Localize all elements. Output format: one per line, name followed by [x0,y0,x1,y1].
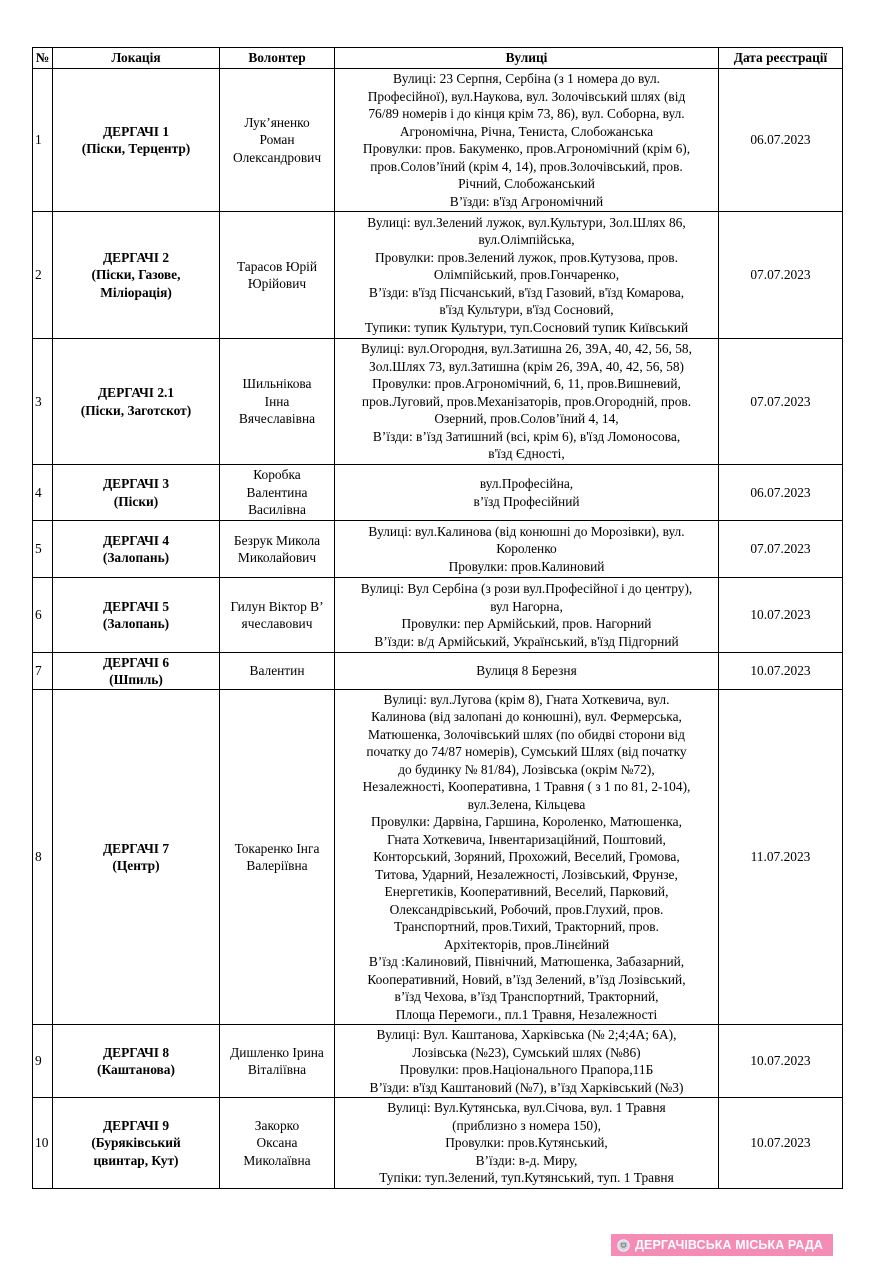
location-line: (Піски) [113,493,159,509]
location-line: (Каштанова) [97,1062,175,1077]
location-cell [53,465,220,521]
city-council-logo [611,1234,833,1256]
table-row [33,1025,843,1098]
volunteer-line: Лук’яненко [244,114,310,130]
streets-line: (приблизно з номера 150), [452,1117,601,1133]
volunteer-cell [220,212,335,339]
streets-line: Зол.Шлях 73, вул.Затишна (крім 26, 39А, 40, 42, 56, 58) [369,358,684,374]
volunteer-cell [220,1025,335,1098]
streets-line: Тупіки: туп.Зелений, туп.Кутянський, туп. 1 Травня [379,1170,674,1186]
volunteer-line: Інна [264,393,290,409]
row-number: 4 [33,465,53,521]
location-cell [53,1025,220,1098]
volunteer-cell [220,653,335,690]
volunteer-line: Валентина [246,484,308,500]
registration-date: 10.07.2023 [719,1025,843,1098]
row-number: 6 [33,578,53,653]
table-row [33,339,843,465]
header-location: Локація [53,48,220,69]
streets-line: Олександрівський, Робочий, пров.Глухий, пров. [389,901,664,917]
volunteer-cell [220,69,335,212]
location-line: цвинтар, Кут) [93,1152,179,1168]
volunteer-line: Миколайович [237,550,317,565]
streets-line: Провулки: пров. Бакуменко, пров.Агрономічний (крім 6), [362,141,691,156]
streets-line: Вулиці: Вул.Кутянська, вул.Січова, вул. 1 Травня [387,1100,666,1116]
volunteer-line: Закорко [254,1117,300,1133]
location-line: (Центр) [112,858,160,873]
streets-cell [335,339,719,465]
streets-line: Провулки: пров.Агрономічний, 6, 11, пров.Вишневий, [372,376,681,392]
header-num: № [33,48,53,69]
volunteer-line: Роман [259,132,295,148]
location-line: (Буряківський [91,1135,181,1151]
streets-line: Вулиці: Вул. Каштанова, Харківська (№ 2;4;4А; 6А), [376,1027,677,1042]
volunteer-cell [220,521,335,578]
volunteer-line: Юрійович [247,276,307,291]
volunteer-line: Віталіївна [247,1062,307,1077]
volunteer-line: Василівна [248,502,306,518]
streets-line: Вулиця 8 Березня [476,663,577,679]
volunteer-cell [220,690,335,1025]
header-row [33,48,843,69]
volunteer-cell [220,339,335,465]
streets-line: вул.Професійна, [479,476,574,491]
location-line: (Шпиль) [109,672,163,687]
volunteer-line: Оксана [256,1135,298,1151]
streets-line: Професійної), вул.Наукова, вул. Золочівський шлях (від [367,88,686,104]
header-date: Дата реєстрації [719,48,843,69]
location-cell [53,521,220,578]
streets-line: Калинова (від залопані до конюшні), вул. Фермерська, [371,709,682,725]
streets-line: В’їзди: в’їзд Затишний (всі, крім 6), в'їзд Ломоносова, [372,428,681,444]
location-line: ДЕРГАЧІ 9 [102,1117,170,1133]
location-cell [53,69,220,212]
streets-line: В’їзди: в'їзд Агрономічний [449,193,604,209]
streets-line: вул.Олімпійська, [478,232,575,248]
location-line: Міліорація) [100,284,172,300]
streets-line: пров.Луговий, пров.Механізаторів, пров.Огородній, пров. [361,393,692,409]
row-number: 10 [33,1098,53,1189]
streets-cell [335,69,719,212]
streets-line: Вулиці: 23 Серпня, Сербіна (з 1 номера до вул. [392,71,661,86]
table-row [33,1098,843,1189]
location-line: (Піски, Заготскот) [80,402,192,418]
streets-line: Кооперативний, Новий, в’їзд Зелений, в’їзд Лозівський, [367,971,686,987]
registration-table [32,47,843,1189]
registration-date: 07.07.2023 [719,339,843,465]
registration-date: 06.07.2023 [719,465,843,521]
volunteer-line: Шильнікова [242,376,312,392]
header-streets: Вулиці [335,48,719,69]
volunteer-line: Токаренко Інга [234,840,320,856]
location-cell [53,578,220,653]
table-body [33,69,843,1189]
location-line: (Піски, Газове, [91,267,181,283]
row-number: 5 [33,521,53,578]
streets-line: Вулиці: вул.Огородня, вул.Затишна 26, 39А, 40, 42, 56, 58, [361,341,692,357]
row-number: 9 [33,1025,53,1098]
streets-line: Провулки: пров.Зелений лужок, пров.Кутузова, пров. [375,249,678,265]
streets-line: в’їзд Професійний [473,493,580,509]
streets-line: В’їзд :Калиновий, Північний, Матюшенка, Забазарний, [368,954,685,970]
registration-date: 06.07.2023 [719,69,843,212]
volunteer-line: Безрук Микола [233,532,321,548]
volunteer-line: Валентин [249,663,305,679]
registration-date: 10.07.2023 [719,653,843,690]
streets-line: Енергетиків, Кооперативний, Веселий, Парковий, [384,884,669,900]
volunteer-cell [220,1098,335,1189]
table-row [33,521,843,578]
registration-date: 07.07.2023 [719,521,843,578]
location-line: ДЕРГАЧІ 4 [102,532,170,548]
volunteer-line: Олександрович [232,149,322,165]
logo-text: ДЕРГАЧІВСЬКА МІСЬКА РАДА [635,1238,823,1252]
streets-line: Провулки: пров.Кутянський, [445,1135,608,1151]
streets-line: В’їзди: в'їзд Пісчанський, в'їзд Газовий, в'їзд Комарова, [368,284,685,300]
location-line: ДЕРГАЧІ 2 [102,249,170,265]
registration-date: 10.07.2023 [719,578,843,653]
table-row [33,690,843,1025]
streets-line: Провулки: пров.Калиновий [448,558,605,574]
registration-date: 07.07.2023 [719,212,843,339]
streets-line: Архітекторів, пров.Лінєйний [443,936,610,952]
streets-line: В’їзди: в-д. Миру, [475,1152,578,1168]
city-emblem-icon [617,1239,630,1252]
table-row [33,212,843,339]
volunteer-line: Тарасов Юрій [236,258,318,274]
streets-cell [335,578,719,653]
streets-line: Матюшенка, Золочівський шлях (по обидві сторони від [368,726,685,742]
location-line: ДЕРГАЧІ 7 [102,840,170,856]
streets-line: Вулиці: Вул Сербіна (з рози вул.Професійної і до центру), [360,581,693,596]
streets-line: Агрономічна, Річна, Тениста, Слобожанська [399,123,654,139]
location-line: ДЕРГАЧІ 1 [102,123,170,139]
location-cell [53,1098,220,1189]
streets-cell [335,521,719,578]
volunteer-line: ячеславович [241,616,313,631]
streets-line: пров.Солов’їний (крім 4, 14), пров.Золочівський, пров. [370,158,683,174]
streets-line: Транспортний, пров.Тихий, Тракторний, пров. [394,919,659,935]
registration-date: 11.07.2023 [719,690,843,1025]
volunteer-line: Вячеславівна [238,411,316,427]
streets-line: В’їзди: в'їзд Каштановий (№7), в’їзд Харківський (№3) [369,1079,684,1095]
streets-cell [335,212,719,339]
streets-line: Конторський, Зоряний, Прохожий, Веселий, Громова, [373,849,680,865]
streets-cell [335,1098,719,1189]
location-line: ДЕРГАЧІ 5 [102,598,170,614]
streets-line: Лозівська (№23), Сумський шлях (№86) [412,1044,641,1060]
streets-line: Провулки: Дарвіна, Гаршина, Короленко, Матюшенка, [371,814,682,830]
streets-line: Провулки: пер Армійський, пров. Нагорний [401,616,652,631]
streets-cell [335,1025,719,1098]
streets-cell [335,690,719,1025]
location-cell [53,339,220,465]
header-volunteer: Волонтер [220,48,335,69]
streets-cell [335,465,719,521]
streets-line: Вулиці: вул.Лугова (крім 8), Гната Хоткевича, вул. [383,691,670,707]
location-line: ДЕРГАЧІ 6 [102,654,170,670]
streets-line: Титова, Ударний, Незалежності, Лозівський, Фрунзе, [375,866,678,882]
table-row [33,465,843,521]
streets-line: Олімпійський, пров.Гончаренко, [433,267,620,283]
streets-line: Тупики: тупик Культури, туп.Сосновий тупик Київський [364,319,689,335]
streets-line: В’їзди: в/д Армійський, Український, в'їзд Підгорний [374,633,679,649]
streets-line: 76/89 номерів і до кінця крім 73, 86), вул. Соборна, вул. [368,106,685,121]
row-number: 3 [33,339,53,465]
row-number: 2 [33,212,53,339]
row-number: 1 [33,69,53,212]
streets-line: в'їзд Культури, в'їзд Сосновий, [439,302,614,318]
row-number: 7 [33,653,53,690]
volunteer-cell [220,465,335,521]
streets-line: Озерний, пров.Солов’їний 4, 14, [434,411,619,427]
streets-line: в'їзд Єдності, [488,446,565,462]
streets-line: Гната Хоткевича, Інвентаризаційний, Поштовий, [387,831,666,847]
table-row [33,578,843,653]
location-line: (Залопань) [102,550,170,565]
streets-line: вул Нагорна, [490,598,563,614]
streets-line: в’їзд Чехова, в’їзд Транспортний, Тракторний, [394,989,659,1005]
volunteer-cell [220,578,335,653]
streets-line: Провулки: пров.Національного Прапора,11Б [399,1062,654,1077]
streets-cell [335,653,719,690]
location-line: ДЕРГАЧІ 8 [102,1044,170,1060]
registration-date: 10.07.2023 [719,1098,843,1189]
streets-line: вул.Зелена, Кільцева [467,796,586,812]
location-line: (Залопань) [102,616,170,631]
volunteer-line: Дишленко Ірина [230,1044,324,1060]
volunteer-line: Коробка [253,467,301,483]
streets-line: до будинку № 81/84), Лозівська (окрім №72), [398,761,655,777]
streets-line: Короленко [496,541,557,557]
table-row [33,653,843,690]
volunteer-line: Гилун Віктор В’ [230,598,324,614]
streets-line: Площа Перемоги., пл.1 Травня, Незалежності [395,1006,658,1022]
streets-line: Вулиці: вул.Калинова (від конюшні до Морозівки), вул. [368,523,685,539]
table-row [33,69,843,212]
volunteer-line: Валеріївна [246,858,308,873]
streets-line: Річний, Слобожанський [458,176,595,191]
streets-line: Незалежності, Кооперативна, 1 Травня ( з 1 по 81, 2-104), [362,779,691,795]
location-line: ДЕРГАЧІ 3 [102,476,170,491]
row-number: 8 [33,690,53,1025]
location-line: (Піски, Терцентр) [81,141,191,156]
location-cell [53,690,220,1025]
location-cell [53,653,220,690]
streets-line: початку до 74/87 номерів), Сумський Шлях (від початку [366,744,687,760]
location-cell [53,212,220,339]
volunteer-line: Миколаївна [243,1152,311,1168]
streets-line: Вулиці: вул.Зелений лужок, вул.Культури, Зол.Шлях 86, [367,214,686,230]
location-line: ДЕРГАЧІ 2.1 [97,385,175,400]
